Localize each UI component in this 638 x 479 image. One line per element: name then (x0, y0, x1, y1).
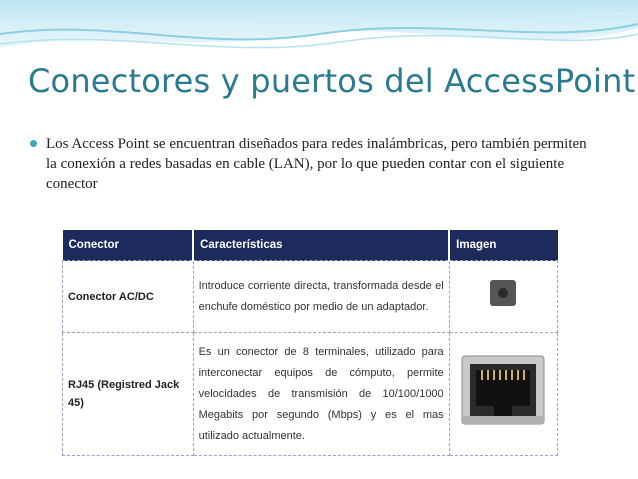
connector-name: RJ45 (Registred Jack 45) (63, 333, 194, 456)
ac-dc-connector-photo-icon (449, 261, 557, 333)
header-image: Imagen (449, 230, 557, 261)
rj45-port-photo-icon (449, 333, 557, 456)
connector-description: Introduce corriente directa, transformada desde el enchufe doméstico por medio de un adaptador. (193, 261, 449, 333)
slide-title: Conectores y puertos del AccessPoint (28, 62, 636, 100)
connector-name: Conector AC/DC (63, 261, 194, 333)
header-characteristics: Características (193, 230, 449, 261)
bullet-dot-icon (30, 140, 37, 147)
table-row (63, 333, 558, 456)
connectors-table (62, 230, 558, 456)
connector-description: Es un conector de 8 terminales, utilizado para interconectar equipos de cómputo, permite velocidades de transmisión de 10/100/1000 Megabits por segundo (Mbps) y es el mas utilizado actualmente. (193, 333, 449, 456)
bullet-item (30, 134, 590, 194)
table-row (63, 261, 558, 333)
header-connector: Conector (63, 230, 194, 261)
bullet-text: Los Access Point se encuentran diseñados para redes inalámbricas, pero también permiten la conexión a redes basadas en cable (LAN), por lo que pueden contar con el siguiente conector (46, 136, 587, 192)
table-header-row (63, 230, 558, 261)
